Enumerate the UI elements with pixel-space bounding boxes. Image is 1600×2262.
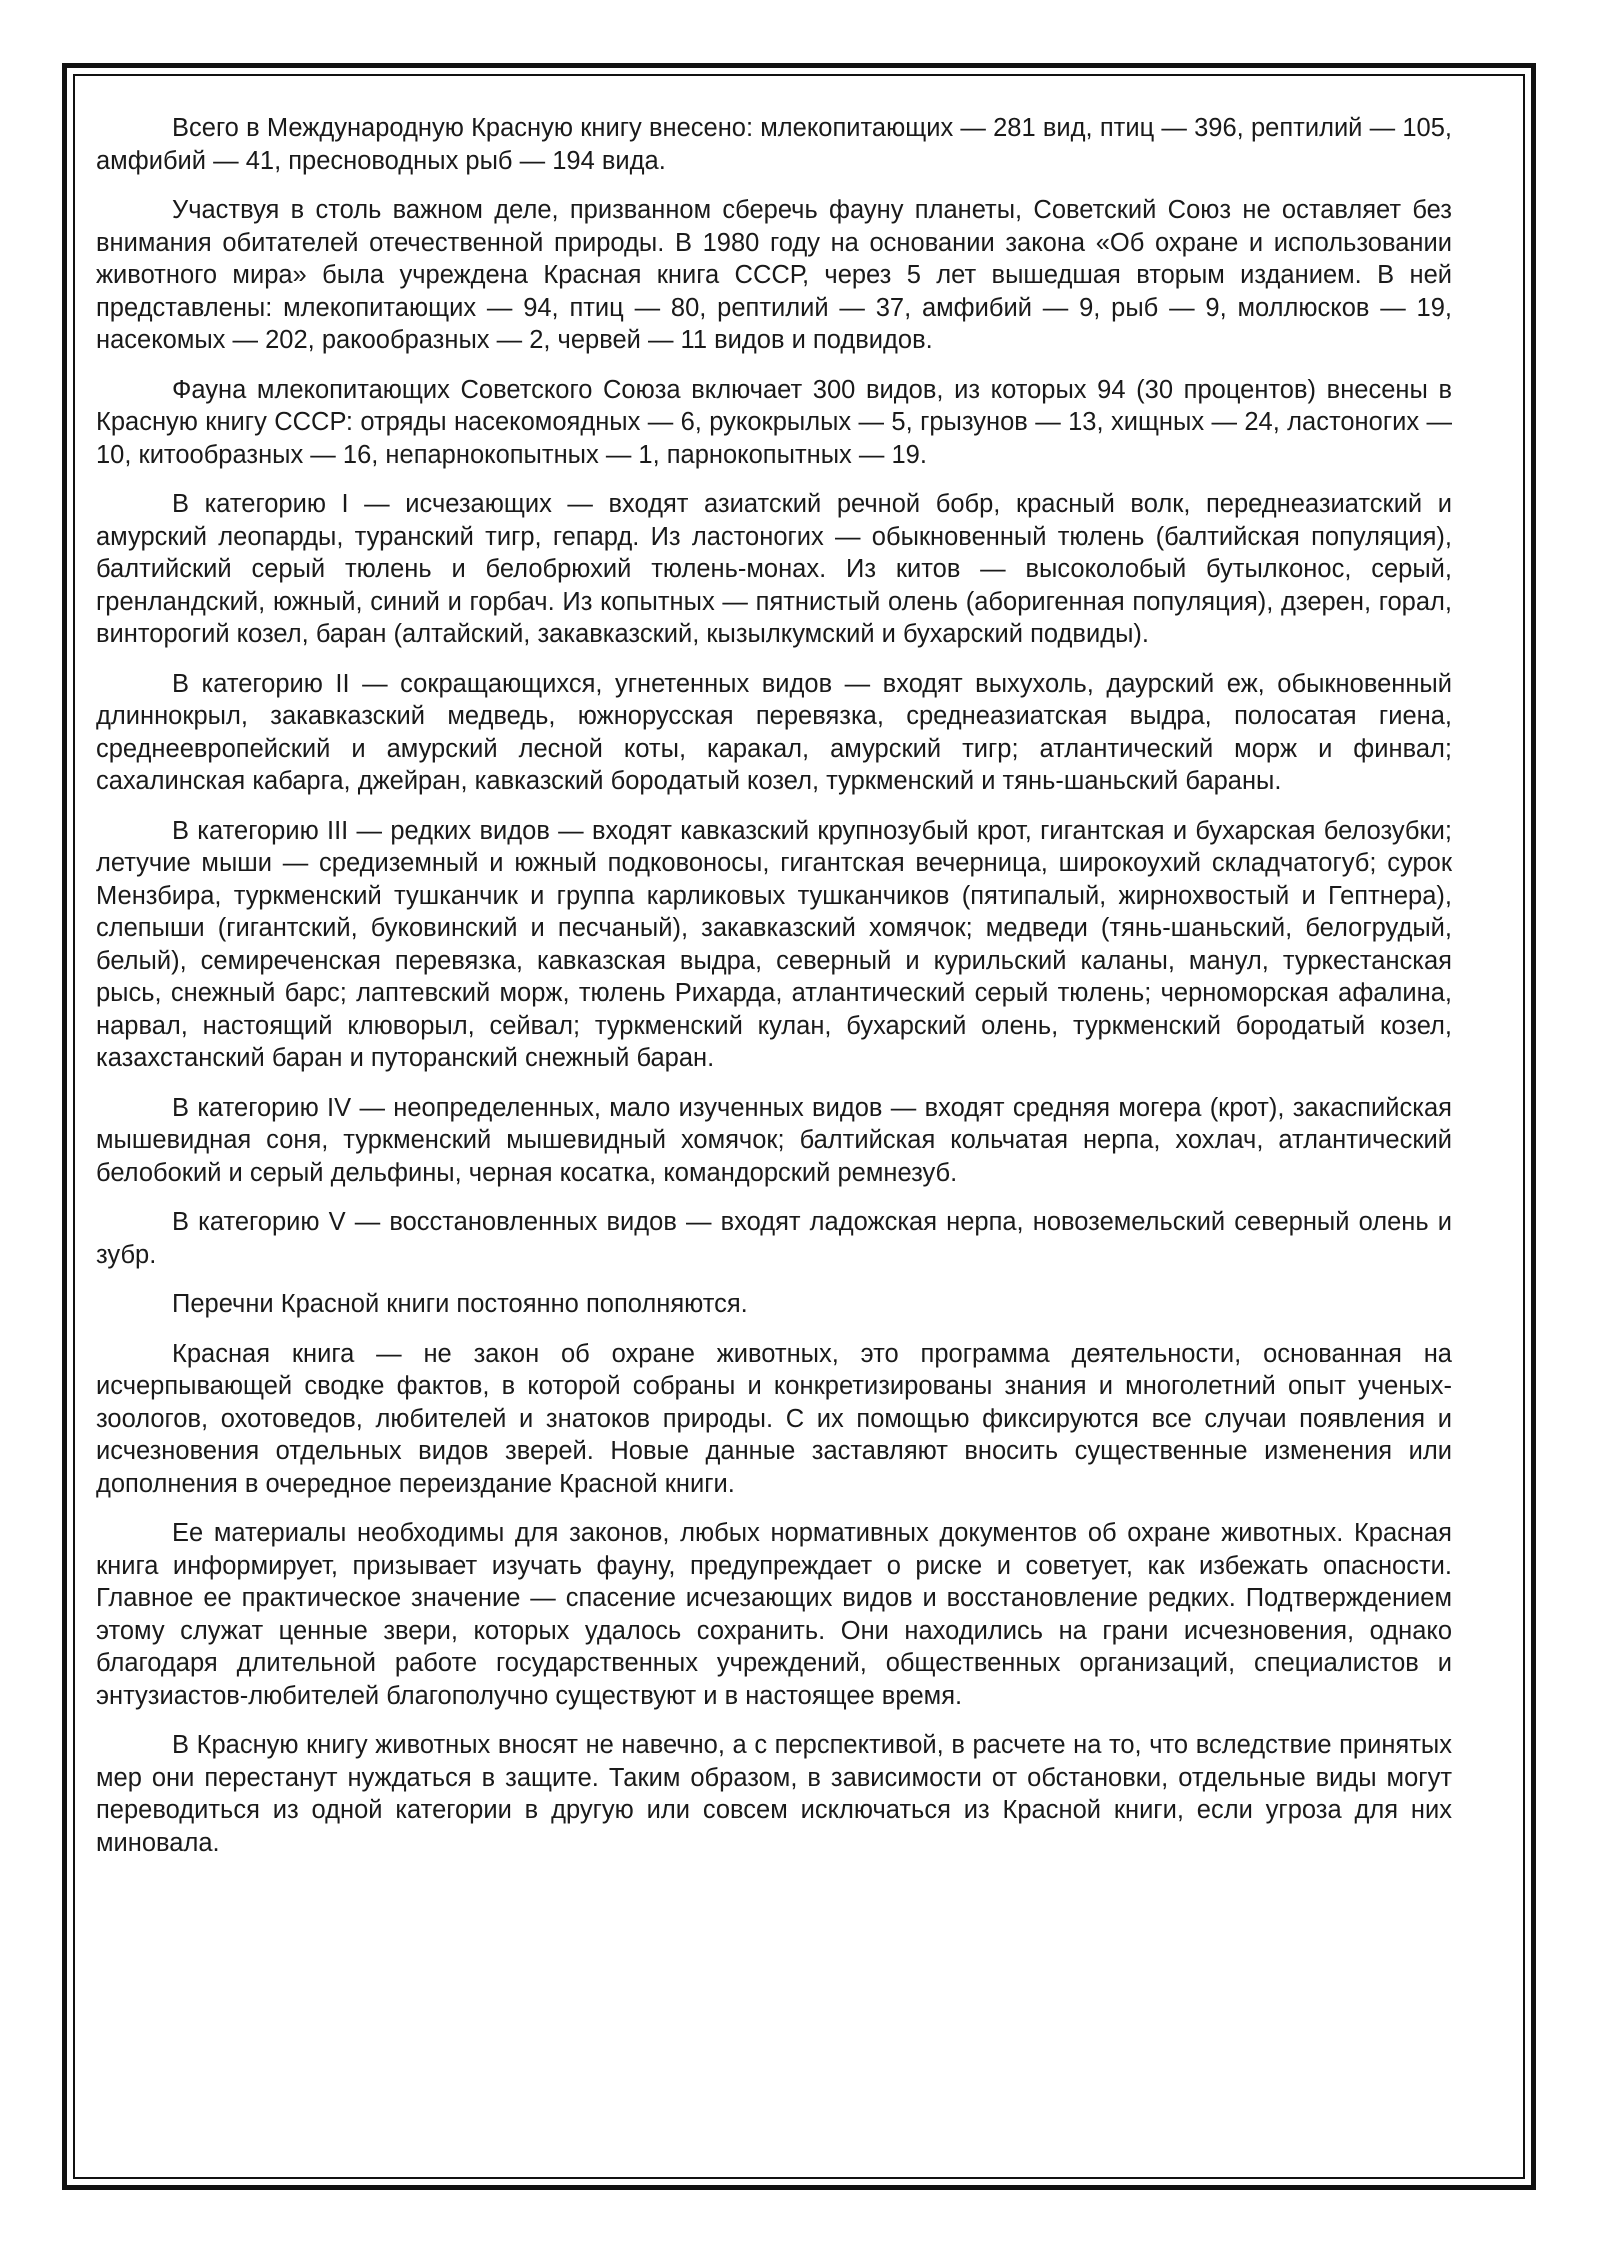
paragraph: В категорию V — восстановленных видов — входят ладожская нерпа, новоземельский северный олень и зубр.	[96, 1208, 1452, 1269]
document-body	[96, 112, 1452, 1876]
paragraph: В Красную книгу животных вносят не навечно, а с перспективой, в расчете на то, что вследствие принятых мер они перестанут нуждаться в защите. Таким образом, в зависимости от обстановки, отдельные виды могут переводиться из одной категории в другую или совсем исключаться из Красной книги, если угроза для них миновала.	[96, 1731, 1452, 1857]
paragraph: Участвуя в столь важном деле, призванном сберечь фауну планеты, Советский Союз не оставляет без внимания обитателей отечественной природы. В 1980 году на основании закона «Об охране и использовании животного мира» была учреждена Красная книга СССР, через 5 лет вышедшая вторым изданием. В ней представлены: млекопитающих — 94, птиц — 80, рептилий — 37, амфибий — 9, рыб — 9, моллюсков — 19, насекомых — 202, ракообразных — 2, червей — 11 видов и подвидов.	[96, 196, 1452, 354]
paragraph: В категорию III — редких видов — входят кавказский крупнозубый крот, гигантская и бухарская белозубки; летучие мыши — средиземный и южный подковоносы, гигантская вечерница, широкоухий складчатогуб; сурок Мензбира, туркменский тушканчик и группа карликовых тушканчиков (пятипалый, жирнохвостый и Гептнера), слепыши (гигантский, буковинский и песчаный), закавказский хомячок; медведи (тянь-шаньский, белогрудый, белый), семиреченская перевязка, кавказская выдра, северный и курильский каланы, манул, туркестанская рысь, снежный барс; лаптевский морж, тюлень Рихарда, атлантический серый тюлень; черноморская афалина, нарвал, настоящий клюворыл, сейвал; туркменский кулан, бухарский олень, туркменский бородатый козел, казахстанский баран и путоранский снежный баран.	[96, 816, 1452, 1072]
paragraph: Перечни Красной книги постоянно пополняются.	[172, 1290, 748, 1318]
paragraph: Ее материалы необходимы для законов, любых нормативных документов об охране животных. Красная книга информирует, призывает изучать фауну, предупреждает о риске и советует, как избежать опасности. Главное ее практическое значение — спасение исчезающих видов и восстановление редких. Подтверждением этому служат ценные звери, которых удалось сохранить. Они находились на грани исчезновения, однако благодаря длительной работе государственных учреждений, общественных организаций, специалистов и энтузиастов-любителей благополучно существуют и в настоящее время.	[96, 1519, 1452, 1710]
paragraph: В категорию II — сокращающихся, угнетенных видов — входят выхухоль, даурский еж, обыкновенный длиннокрыл, закавказский медведь, южнорусская перевязка, среднеазиатская выдра, полосатая гиена, среднеевропейский и амурский лесной коты, каракал, амурский тигр; атлантический морж и финвал; сахалинская кабарга, джейран, кавказский бородатый козел, туркменский и тянь-шаньский бараны.	[96, 669, 1452, 795]
paragraph: В категорию IV — неопределенных, мало изученных видов — входят средняя могера (крот), закаспийская мышевидная соня, туркменский мышевидный хомячок; балтийская кольчатая нерпа, хохлач, атлантический белобокий и серый дельфины, черная косатка, командорский ремнезуб.	[96, 1093, 1452, 1187]
paragraph: Всего в Международную Красную книгу внесено: млекопитающих — 281 вид, птиц — 396, рептилий — 105, амфибий — 41, пресноводных рыб — 194 вида.	[96, 114, 1452, 175]
paragraph: В категорию I — исчезающих — входят азиатский речной бобр, красный волк, переднеазиатский и амурский леопарды, туранский тигр, гепард. Из ластоногих — обыкновенный тюлень (балтийская популяция), балтийский серый тюлень и белобрюхий тюлень-монах. Из китов — высоколобый бутылконос, серый, гренландский, южный, синий и горбач. Из копытных — пятнистый олень (аборигенная популяция), дзерен, горал, винторогий козел, баран (алтайский, закавказский, кызылкумский и бухарский подвиды).	[96, 490, 1452, 648]
paragraph: Красная книга — не закон об охране животных, это программа деятельности, основанная на исчерпывающей сводке фактов, в которой собраны и конкретизированы знания и многолетний опыт ученых-зоологов, охотоведов, любителей и знатоков природы. С их помощью фиксируются все случаи появления и исчезновения отдельных видов зверей. Новые данные заставляют вносить существенные изменения или дополнения в очередное переиздание Красной книги.	[96, 1339, 1452, 1498]
paragraph: Фауна млекопитающих Советского Союза включает 300 видов, из которых 94 (30 процентов) внесены в Красную книгу СССР: отряды насекомоядных — 6, рукокрылых — 5, грызунов — 13, хищных — 24, ластоногих — 10, китообразных — 16, непарнокопытных — 1, парнокопытных — 19.	[96, 375, 1452, 469]
